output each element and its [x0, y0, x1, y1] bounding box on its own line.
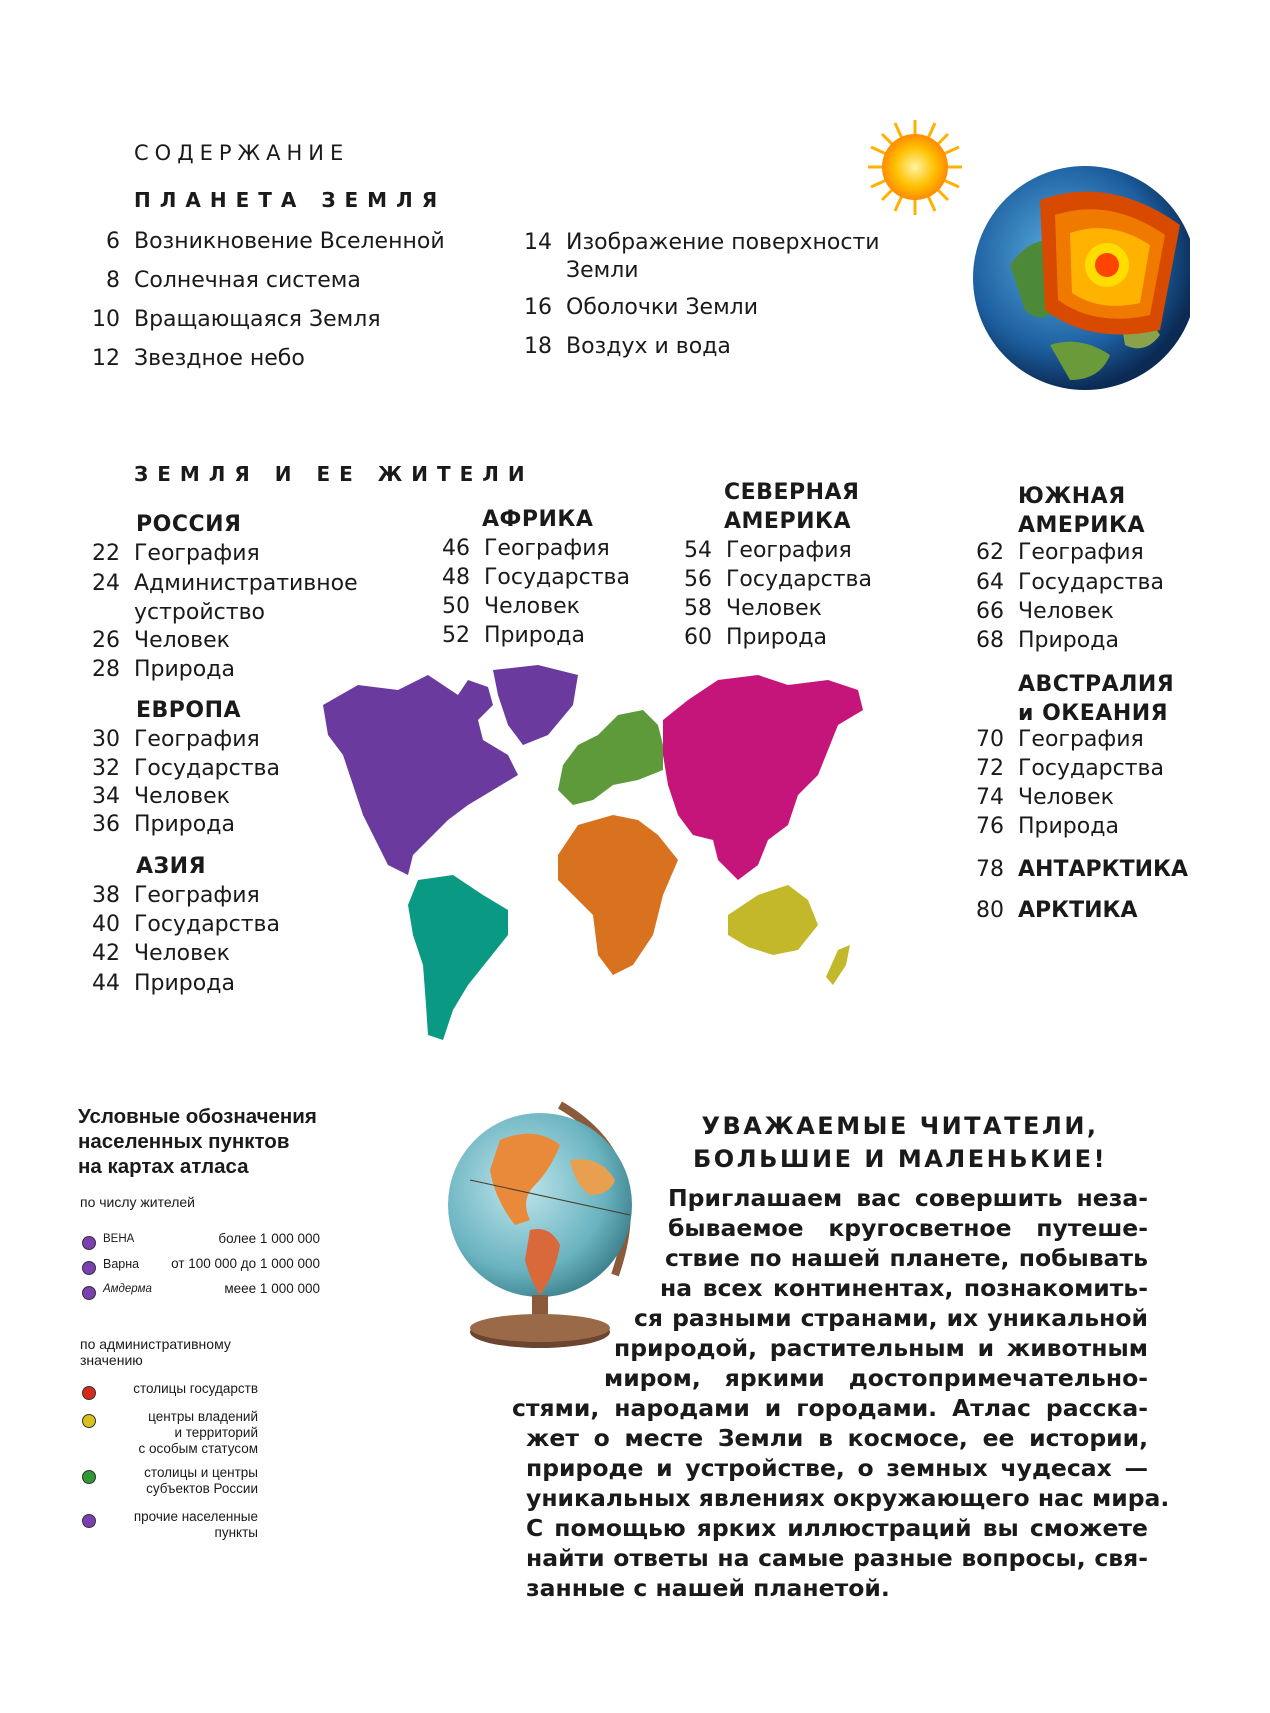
toc-item[interactable] [92, 346, 305, 371]
continent-heading-europe: ЕВРОПА [136, 698, 242, 723]
toc-item[interactable] [442, 594, 580, 619]
toc-item-title: География [134, 883, 260, 908]
legend-dot-icon [82, 1236, 96, 1250]
greeting-line: ствие по нашей планете, побывать [665, 1244, 1148, 1272]
legend-admin-label-line: пункты [214, 1525, 258, 1540]
toc-item-title-cont: устройство [134, 600, 265, 625]
legend-sample-varna: Варна [103, 1257, 140, 1271]
toc-item-title: География [1018, 540, 1144, 565]
toc-item-title: География [1018, 727, 1144, 752]
toc-item[interactable] [92, 727, 260, 752]
continent-heading-russia: РОССИЯ [136, 512, 242, 537]
greeting-line: занные с нашей планетой. [526, 1574, 890, 1602]
toc-item-title: Государства [1018, 756, 1165, 781]
toc-item[interactable] [442, 623, 585, 648]
toc-item[interactable] [976, 540, 1144, 565]
globe-illustration [440, 1100, 650, 1360]
greeting-paragraph [604, 1364, 1148, 1394]
greeting-paragraph [526, 1424, 1148, 1454]
legend-population-heading: по числу жителей [80, 1194, 195, 1210]
toc-item-title: География [484, 536, 610, 561]
legend-admin-label [100, 1465, 258, 1497]
legend-admin-heading-line: значению [80, 1352, 143, 1368]
toc-page-number: 12 [92, 346, 120, 371]
map-asia[interactable] [663, 675, 863, 880]
toc-item[interactable] [976, 570, 1165, 595]
toc-page-number: 50 [442, 594, 470, 619]
map-greenland[interactable] [493, 665, 578, 745]
toc-page-number: 72 [976, 756, 1004, 781]
toc-item-title-cont: Земли [566, 258, 639, 283]
toc-item[interactable] [442, 565, 631, 590]
toc-item-title: География [134, 727, 260, 752]
toc-item-title: Человек [1018, 599, 1114, 624]
toc-page-number: 16 [524, 295, 552, 320]
toc-item[interactable] [976, 785, 1114, 810]
toc-page-number: 32 [92, 756, 120, 781]
legend-other-dot-icon [82, 1514, 96, 1528]
legend-admin-label-line: субъектов России [146, 1481, 258, 1496]
toc-page-number: 14 [524, 230, 552, 255]
greeting-paragraph [526, 1484, 1170, 1514]
toc-page-number: 44 [92, 971, 120, 996]
toc-page-number: 18 [524, 334, 552, 359]
toc-page-number: 8 [106, 268, 120, 293]
toc-page-number: 46 [442, 536, 470, 561]
toc-item-title: Природа [1018, 814, 1119, 839]
toc-item-title: Государства [134, 912, 281, 937]
legend-admin-label-line: и территорий [174, 1425, 258, 1440]
toc-page-number: 74 [976, 785, 1004, 810]
toc-item[interactable] [92, 941, 230, 966]
toc-page-number: 58 [684, 596, 712, 621]
toc-item-title: Государства [484, 565, 631, 590]
legend-title [78, 1104, 317, 1179]
legend-admin-label-line: прочие населенные [133, 1509, 258, 1524]
map-new-zealand[interactable] [826, 945, 850, 985]
toc-item[interactable] [684, 567, 873, 592]
toc-item-title: Человек [1018, 785, 1114, 810]
continent-heading-line: АМЕРИКА [724, 509, 851, 534]
toc-item[interactable] [106, 229, 445, 254]
toc-page-number: 6 [106, 229, 120, 254]
toc-item[interactable] [684, 538, 852, 563]
toc-item[interactable] [976, 814, 1119, 839]
toc-item-title: Природа [134, 657, 235, 682]
toc-item-title: Солнечная система [134, 268, 361, 293]
toc-item-title: Природа [1018, 628, 1119, 653]
toc-page-number: 24 [92, 571, 120, 596]
greeting-line: найти ответы на самые разные вопросы, свя- [526, 1544, 1148, 1572]
legend-dot-icon [82, 1261, 96, 1275]
toc-page-number: 34 [92, 784, 120, 809]
legend-sample-amderma: Амдерма [103, 1283, 152, 1295]
greeting-line: природой, растительным и животным [614, 1334, 1148, 1362]
greeting-paragraph [526, 1544, 1148, 1574]
toc-item[interactable] [92, 756, 281, 781]
toc-item-title: География [726, 538, 852, 563]
continent-heading-line: и ОКЕАНИЯ [1018, 701, 1169, 726]
greeting-line: ся разными странами, их уникальной [634, 1304, 1148, 1332]
toc-item[interactable] [92, 569, 358, 627]
toc-item[interactable] [442, 536, 610, 561]
legend-admin-label: столицы государств [133, 1381, 258, 1396]
greeting-line: стями, народами и городами. Атлас расска- [512, 1394, 1148, 1422]
toc-page-number: 56 [684, 567, 712, 592]
legend-admin-label [100, 1509, 258, 1541]
legend-title-line: Условные обозначения [78, 1105, 317, 1128]
map-australia[interactable] [728, 885, 818, 955]
greeting-paragraph [526, 1454, 1148, 1484]
continent-heading-south-america [1018, 482, 1145, 540]
greeting-paragraph [660, 1274, 1148, 1304]
toc-page-number: 62 [976, 540, 1004, 565]
greeting-paragraph [668, 1214, 1148, 1244]
toc-item[interactable] [976, 628, 1119, 653]
toc-item[interactable] [524, 295, 759, 320]
legend-admin-heading-line: по административному [80, 1336, 231, 1352]
toc-item-title: Человек [726, 596, 822, 621]
toc-item-title: Звездное небо [134, 346, 305, 371]
toc-item[interactable] [976, 599, 1114, 624]
continent-heading-line: АМЕРИКА [1018, 513, 1145, 538]
continent-heading-australia [1018, 670, 1174, 728]
greeting-line: жет о месте Земли в космосе, ее истории, [526, 1424, 1148, 1452]
toc-item[interactable] [684, 625, 827, 650]
legend-pop-range: от 100 000 до 1 000 000 [171, 1256, 320, 1271]
toc-item[interactable] [92, 812, 235, 837]
toc-page-number: 54 [684, 538, 712, 563]
toc-item-antarctica[interactable] [976, 857, 1189, 882]
greeting-line: миром, яркими достопримечательно- [604, 1364, 1148, 1392]
greeting-heading-line: УВАЖАЕМЫЕ ЧИТАТЕЛИ, [701, 1112, 1099, 1140]
toc-page-number: 42 [92, 941, 120, 966]
toc-page-number: 64 [976, 570, 1004, 595]
toc-item-title: Административное [134, 571, 358, 596]
toc-item[interactable] [92, 912, 281, 937]
toc-page-number: 40 [92, 912, 120, 937]
greeting-paragraph [665, 1244, 1148, 1274]
sun-earth-illustration [860, 115, 1190, 400]
toc-item[interactable] [92, 628, 230, 653]
legend-dot-icon [82, 1286, 96, 1300]
greeting-heading-line: БОЛЬШИЕ И МАЛЕНЬКИЕ! [692, 1145, 1108, 1173]
toc-page-number: 38 [92, 883, 120, 908]
toc-item-title: Государства [134, 756, 281, 781]
greeting-paragraph [526, 1514, 1148, 1544]
legend-admin-label-line: центры владений [148, 1409, 258, 1424]
legend-admin-label-line: с особым статусом [138, 1441, 258, 1456]
sun-icon [868, 120, 962, 215]
toc-page-number: 22 [92, 541, 120, 566]
continent-heading-line: ЮЖНАЯ [1018, 484, 1126, 509]
legend-pop-range: меее 1 000 000 [224, 1281, 320, 1296]
toc-item[interactable] [92, 784, 230, 809]
greeting-line: уникальных явлениях окружающего нас мира. [526, 1484, 1170, 1512]
continent-heading-asia: АЗИЯ [136, 854, 207, 879]
toc-item[interactable] [92, 971, 235, 996]
toc-page-number: 80 [976, 898, 1004, 923]
toc-item[interactable] [92, 883, 260, 908]
greeting-line: природе и устройстве, о земных чудесах — [526, 1454, 1148, 1482]
greeting-paragraph [614, 1334, 1148, 1364]
toc-page-number: 10 [92, 307, 120, 332]
toc-item-title: Человек [134, 628, 230, 653]
legend-pop-range: более 1 000 000 [218, 1231, 320, 1246]
toc-item[interactable] [92, 657, 235, 682]
toc-item-title: Человек [134, 941, 230, 966]
toc-page-number: 28 [92, 657, 120, 682]
contents-heading: СОДЕРЖАНИЕ [134, 141, 350, 165]
map-africa[interactable] [558, 815, 678, 975]
toc-item[interactable] [976, 727, 1144, 752]
greeting-line: С помощью ярких иллюстраций вы сможете [526, 1514, 1148, 1542]
toc-item-title: Природа [134, 812, 235, 837]
legend-admin-heading [80, 1336, 231, 1368]
toc-item-title: Изображение поверхности [566, 230, 880, 255]
toc-item[interactable] [106, 268, 361, 293]
continent-heading-north-america [724, 478, 859, 536]
legend-admin-label-line: столицы и центры [144, 1465, 258, 1480]
toc-item-title: Вращающаяся Земля [134, 307, 381, 332]
greeting-line: бываемое кругосветное путеше- [668, 1214, 1148, 1242]
toc-page-number: 36 [92, 812, 120, 837]
toc-item-title: Природа [726, 625, 827, 650]
toc-item[interactable] [524, 229, 880, 285]
toc-item-title: Возникновение Вселенной [134, 229, 445, 254]
legend-region-dot-icon [82, 1470, 96, 1484]
toc-page-number: 26 [92, 628, 120, 653]
earth-cutaway-icon [973, 166, 1190, 390]
toc-page-number: 30 [92, 727, 120, 752]
toc-item[interactable] [92, 307, 381, 332]
toc-item-title: Человек [134, 784, 230, 809]
toc-item-title: Воздух и вода [566, 334, 731, 359]
toc-item-title: АРКТИКА [1018, 898, 1138, 923]
greeting-paragraph [634, 1304, 1148, 1334]
greeting-heading [640, 1110, 1160, 1176]
greeting-paragraph [526, 1574, 1148, 1604]
toc-item-title: Природа [134, 971, 235, 996]
map-europe[interactable] [558, 710, 663, 805]
continent-heading-line: СЕВЕРНАЯ [724, 480, 860, 505]
toc-item-title: АНТАРКТИКА [1018, 857, 1189, 882]
toc-item[interactable] [92, 541, 260, 566]
toc-page-number: 68 [976, 628, 1004, 653]
legend-territory-dot-icon [82, 1414, 96, 1428]
toc-item-title: География [134, 541, 260, 566]
toc-item-title: Государства [726, 567, 873, 592]
toc-page-number: 60 [684, 625, 712, 650]
desk-globe-icon [448, 1105, 632, 1348]
toc-item-title: Природа [484, 623, 585, 648]
toc-item[interactable] [524, 334, 731, 359]
toc-item-title: Государства [1018, 570, 1165, 595]
section-planet-earth: ПЛАНЕТА ЗЕМЛЯ [134, 188, 447, 212]
toc-item-title: Человек [484, 594, 580, 619]
legend-capital-dot-icon [82, 1386, 96, 1400]
map-south-america[interactable] [408, 875, 508, 1040]
toc-page-number: 48 [442, 565, 470, 590]
toc-item-title: Оболочки Земли [566, 295, 759, 320]
continent-heading-africa: АФРИКА [482, 507, 594, 532]
greeting-line: на всех континентах, познакомить- [660, 1274, 1148, 1302]
world-map [318, 665, 928, 1045]
legend-title-line: на картах атласа [78, 1155, 249, 1178]
toc-item-arctic[interactable] [976, 898, 1138, 923]
greeting-paragraph [512, 1394, 1148, 1424]
greeting-paragraph [668, 1184, 1148, 1214]
map-north-america[interactable] [323, 675, 518, 875]
section-earth-inhabitants: ЗЕМЛЯ И ЕЕ ЖИТЕЛИ [134, 462, 534, 486]
toc-page-number: 52 [442, 623, 470, 648]
toc-page-number: 76 [976, 814, 1004, 839]
continent-heading-line: АВСТРАЛИЯ [1018, 672, 1175, 697]
legend-admin-label [100, 1409, 258, 1457]
toc-item[interactable] [684, 596, 822, 621]
greeting-line: Приглашаем вас совершить неза- [668, 1184, 1148, 1212]
legend-title-line: населенных пунктов [78, 1130, 290, 1153]
toc-page-number: 78 [976, 857, 1004, 882]
toc-page-number: 70 [976, 727, 1004, 752]
toc-item[interactable] [976, 756, 1165, 781]
toc-page-number: 66 [976, 599, 1004, 624]
legend-sample-vienna: ВЕНА [103, 1233, 135, 1245]
